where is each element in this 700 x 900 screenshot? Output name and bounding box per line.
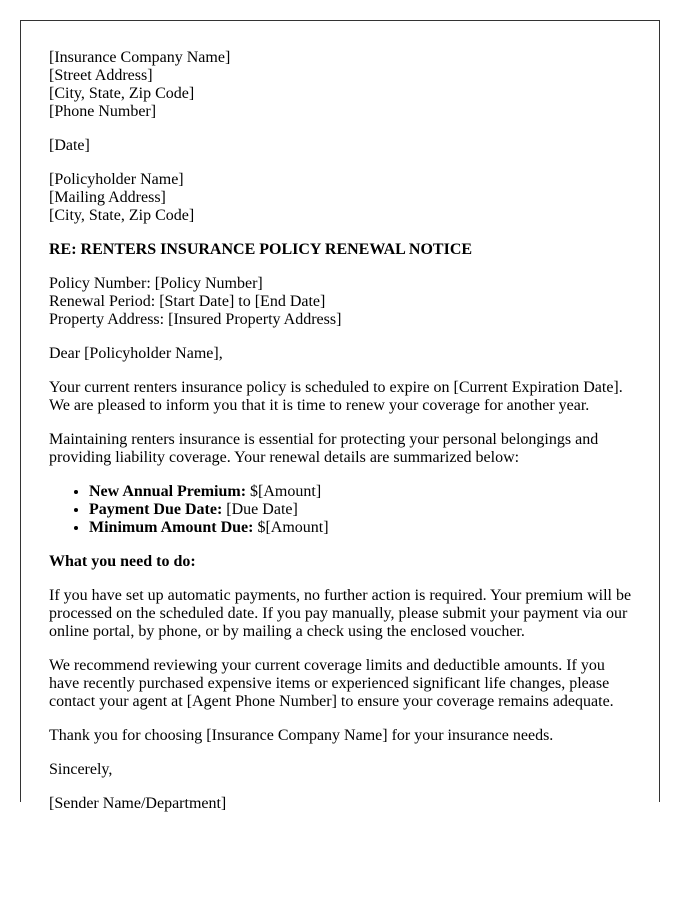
review-paragraph: We recommend reviewing your current coverage limits and deductible amounts. If you have recently purchased expensive items or experienced significant life changes, please contact your agent at [Agent Phone Number] to ensure your coverage remains adequate.	[49, 657, 614, 710]
property-address-label: Property Address:	[49, 311, 169, 328]
payment-due-date-value: [Due Date]	[222, 501, 298, 518]
minimum-amount-due-value: $[Amount]	[253, 519, 329, 536]
letter-page	[20, 20, 660, 812]
closing: Sincerely,	[49, 761, 113, 778]
action-heading: What you need to do:	[49, 553, 196, 570]
sender-street-address: [Street Address]	[49, 67, 153, 84]
annual-premium-label: New Annual Premium:	[89, 483, 247, 500]
list-item-annual-premium	[89, 483, 639, 501]
payment-due-date-label: Payment Due Date:	[89, 501, 223, 518]
subject-line: RE: RENTERS INSURANCE POLICY RENEWAL NOTICE	[49, 241, 473, 258]
thanks-paragraph: Thank you for choosing [Insurance Company Name] for your insurance needs.	[49, 727, 554, 744]
list-item-payment-due-date	[89, 501, 639, 519]
recipient-mailing-address: [Mailing Address]	[49, 189, 166, 206]
sender-city-state-zip: [City, State, Zip Code]	[49, 85, 195, 102]
recipient-address-block	[49, 171, 639, 225]
renewal-period-value: [Start Date] to [End Date]	[159, 293, 326, 310]
salutation: Dear [Policyholder Name],	[49, 345, 223, 362]
signature: [Sender Name/Department]	[49, 795, 227, 812]
property-address-value: [Insured Property Address]	[168, 311, 342, 328]
list-item-minimum-amount-due	[89, 519, 639, 537]
payment-paragraph: If you have set up automatic payments, no further action is required. Your premium will be processed on the scheduled date. If you pay manually, please submit your payment via our online portal, by phone, or by mailing a check using the enclosed voucher.	[49, 587, 632, 640]
importance-paragraph: Maintaining renters insurance is essential for protecting your personal belongings and providing liability coverage. Your renewal details are summarized below:	[49, 431, 599, 466]
policy-number-value: [Policy Number]	[154, 275, 263, 292]
recipient-name: [Policyholder Name]	[49, 171, 184, 188]
minimum-amount-due-label: Minimum Amount Due:	[89, 519, 254, 536]
letter-content	[49, 49, 639, 829]
annual-premium-value: $[Amount]	[246, 483, 322, 500]
letter-date: [Date]	[49, 137, 90, 154]
sender-phone: [Phone Number]	[49, 103, 157, 120]
sender-address-block	[49, 49, 639, 121]
policy-number-label: Policy Number:	[49, 275, 155, 292]
property-address-line	[49, 311, 639, 329]
sender-company-name: [Insurance Company Name]	[49, 49, 231, 66]
renewal-period-label: Renewal Period:	[49, 293, 160, 310]
policy-number-line	[49, 275, 639, 293]
renewal-details-list	[49, 483, 639, 537]
intro-paragraph: Your current renters insurance policy is scheduled to expire on [Current Expiration Date]. We are pleased to inform you that it is time to renew your coverage for another year.	[49, 379, 623, 414]
recipient-city-state-zip: [City, State, Zip Code]	[49, 207, 195, 224]
policy-info-block	[49, 275, 639, 329]
renewal-period-line	[49, 293, 639, 311]
